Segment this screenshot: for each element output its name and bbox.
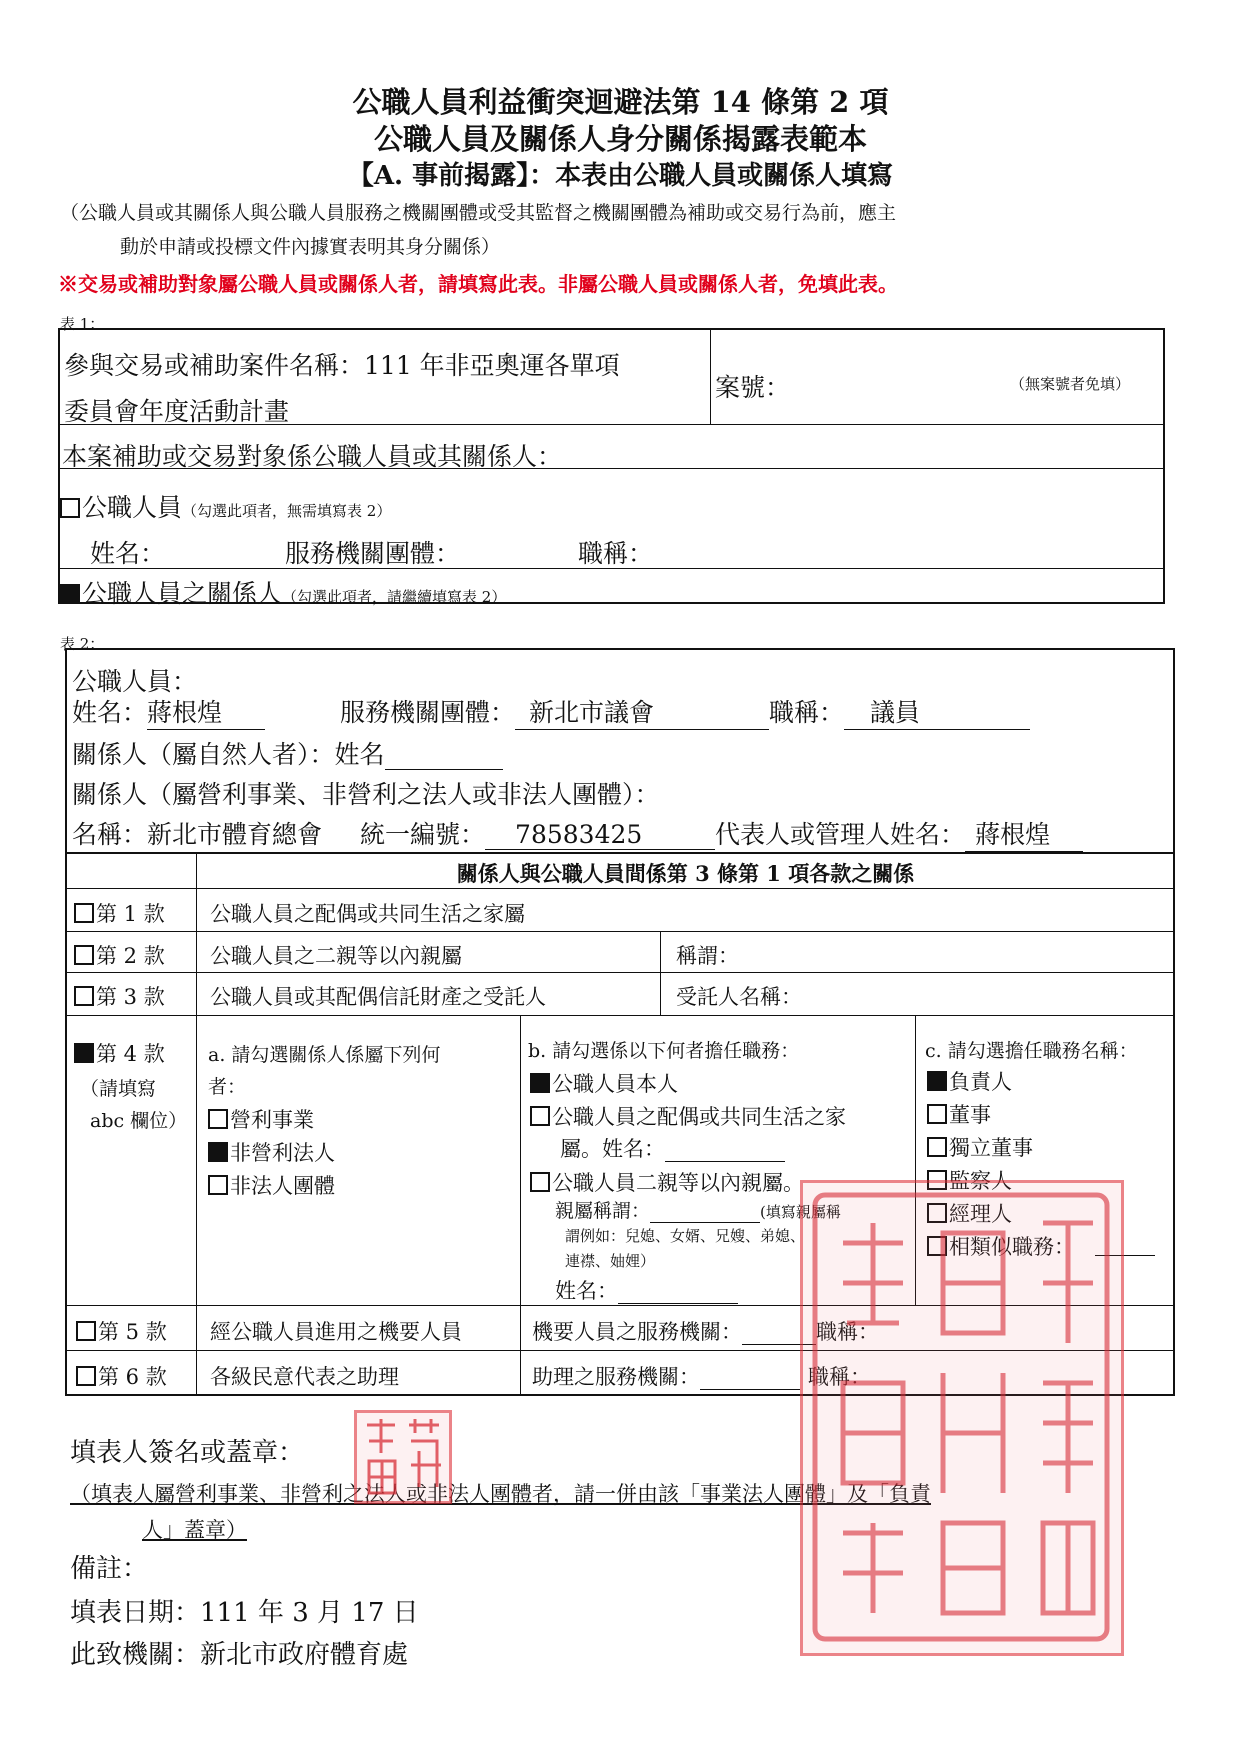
table2-label: 表 2： <box>60 635 105 653</box>
non-profit-checkbox[interactable] <box>208 1142 228 1162</box>
date-day: 17 <box>351 1598 385 1628</box>
c-option-director: 董事 <box>927 1099 991 1129</box>
related-natural-name-field[interactable] <box>385 740 503 770</box>
official-checkbox[interactable] <box>60 498 80 518</box>
director-checkbox[interactable] <box>927 1104 947 1124</box>
col-c-title: c. 請勾選擔任職務名稱： <box>925 1040 1138 1062</box>
subject-line: 本案補助或交易對象係公職人員或其關係人： <box>62 442 563 471</box>
item-3-trustee-label: 受託人名稱： <box>676 985 802 1009</box>
org-name-value: 新北市體育總會 <box>147 820 323 849</box>
item-6: 第 6 款 <box>76 1361 167 1391</box>
addressee: 此致機關：新北市政府體育處 <box>70 1640 409 1670</box>
date-month: 3 <box>292 1598 309 1628</box>
col-a-title-1: a. 請勾選關係人係屬下列何 <box>208 1044 441 1066</box>
organization-seal-glyphs <box>803 1183 1121 1653</box>
official-name-value[interactable]: 蔣根煌 <box>147 693 265 730</box>
signature-note-2: 人」蓋章） <box>142 1518 247 1542</box>
b-option-relative-note-1: 謂例如：兒媳、女婿、兄嫂、弟媳、 <box>565 1227 806 1245</box>
official-details: 姓名：蔣根煌 服務機關團體： 新北市議會 職稱： 議員 <box>72 693 1030 730</box>
official-title-field[interactable] <box>653 539 741 569</box>
b-option-relative: 公職人員二親等以內親屬。 <box>530 1167 804 1197</box>
form-subtitle: 【A. 事前揭露】：本表由公職人員或關係人填寫 <box>347 161 894 191</box>
organization-seal <box>800 1180 1124 1656</box>
case-number-label: 案號： <box>715 373 791 402</box>
item-4-checkbox[interactable] <box>74 1043 94 1063</box>
official-agency-field[interactable] <box>460 539 578 569</box>
case-name-line-1: 參與交易或補助案件名稱：111 年非亞奧運各單項 <box>64 351 620 380</box>
item-5: 第 5 款 <box>76 1316 167 1346</box>
item-1-desc: 公職人員之配偶或共同生活之家屬 <box>210 902 525 926</box>
item-3-checkbox[interactable] <box>74 986 94 1006</box>
case-number-note: （無案號者免填） <box>1010 375 1131 393</box>
b-option-relative-name: 姓名： <box>555 1275 738 1305</box>
relative-title-field[interactable] <box>650 1200 760 1223</box>
item-3-desc: 公職人員或其配偶信託財產之受託人 <box>210 985 546 1009</box>
item-2: 第 2 款 <box>74 940 165 970</box>
relative-checkbox[interactable] <box>530 1172 550 1192</box>
b-option-spouse: 公職人員之配偶或共同生活之家 <box>530 1101 846 1131</box>
item-2-desc: 公職人員之二親等以內親屬 <box>210 944 462 968</box>
col-b-title: b. 請勾選係以下何者擔任職務： <box>528 1040 800 1062</box>
principal-checkbox[interactable] <box>927 1071 947 1091</box>
official-title-value[interactable]: 議員 <box>844 693 1030 730</box>
uniform-number-value[interactable]: 78583425 <box>485 820 715 850</box>
b-option-relative-title: 親屬稱謂： (填寫親屬稱 <box>555 1200 841 1222</box>
addressee-value: 新北市政府體育處 <box>200 1640 409 1670</box>
item-4: 第 4 款 <box>74 1038 165 1068</box>
official-section-label: 公職人員： <box>72 667 198 696</box>
spouse-name-field[interactable] <box>665 1137 785 1162</box>
case-name-line-2: 委員會年度活動計畫 <box>64 397 290 426</box>
date-year: 111 <box>200 1598 250 1628</box>
for-profit-checkbox[interactable] <box>208 1109 228 1129</box>
item-6-desc: 各級民意代表之助理 <box>210 1365 399 1389</box>
c-option-principal: 負責人 <box>927 1066 1012 1096</box>
c-option-supervisor: 監察人 <box>927 1165 1012 1195</box>
related-natural-person: 關係人（屬自然人者）：姓名 <box>72 735 503 771</box>
item-4-sub-1: （請填寫 <box>80 1078 157 1100</box>
official-info-row: 姓名： 服務機關團體： 職稱： <box>90 534 741 570</box>
b-option-spouse-name: 屬。姓名： <box>560 1133 785 1163</box>
spouse-checkbox[interactable] <box>530 1106 550 1126</box>
a-option-unincorporated: 非法人團體 <box>208 1170 335 1200</box>
warning-note: ※交易或補助對象屬公職人員或關係人者，請填寫此表。非屬公職人員或關係人者，免填此表。 <box>58 272 898 296</box>
option-related-person: 公職人員之關係人（勾選此項者，請繼續填寫表 2） <box>60 574 506 610</box>
related-person-checkbox[interactable] <box>60 584 80 604</box>
related-org-details: 名稱：新北市體育總會 統一編號： 78583425 代表人或管理人姓名： 蔣根煌 <box>72 815 1083 852</box>
related-corp-label: 關係人（屬營利事業、非營利之法人或非法人團體）： <box>72 780 660 809</box>
item-1-checkbox[interactable] <box>74 903 94 923</box>
c-option-independent-director: 獨立董事 <box>927 1132 1033 1162</box>
item-5-agency: 機要人員之服務機關： 職稱： <box>532 1320 879 1344</box>
personal-seal-glyphs <box>357 1413 449 1501</box>
a-option-non-profit: 非營利法人 <box>208 1137 335 1167</box>
signature-label: 填表人簽名或蓋章： <box>70 1438 305 1468</box>
official-name-field[interactable] <box>165 539 285 569</box>
form-title-law: 公職人員利益衝突迴避法第 14 條第 2 項 <box>352 85 889 119</box>
item-2-checkbox[interactable] <box>74 945 94 965</box>
item-3: 第 3 款 <box>74 981 165 1011</box>
item-1: 第 1 款 <box>74 898 165 928</box>
b-option-self: 公職人員本人 <box>530 1068 678 1098</box>
independent-director-checkbox[interactable] <box>927 1137 947 1157</box>
item-2-relation-label: 稱謂： <box>676 944 739 968</box>
form-title: 公職人員及關係人身分關係揭露表範本 <box>373 122 867 156</box>
item-5-checkbox[interactable] <box>76 1321 96 1341</box>
relative-name-field[interactable] <box>618 1279 738 1304</box>
official-agency-value[interactable]: 新北市議會 <box>515 693 769 730</box>
item-5-desc: 經公職人員進用之機要人員 <box>210 1320 462 1344</box>
item-6-agency: 助理之服務機關： 職稱： <box>532 1365 871 1389</box>
representative-name-value[interactable]: 蔣根煌 <box>965 815 1083 852</box>
item-4-sub-2: abc 欄位） <box>90 1110 188 1132</box>
c-option-manager: 經理人 <box>927 1198 1012 1228</box>
table1-label: 表 1： <box>60 315 105 333</box>
item-6-checkbox[interactable] <box>76 1366 96 1386</box>
option-official: 公職人員（勾選此項者，無需填寫表 2） <box>60 488 391 524</box>
fill-date: 填表日期：111 年 3 月 17 日 <box>70 1598 419 1628</box>
unincorporated-checkbox[interactable] <box>208 1175 228 1195</box>
a-option-for-profit: 營利事業 <box>208 1104 314 1134</box>
instruction-line-2: 動於申請或投標文件內據實表明其身分關係） <box>120 236 501 258</box>
grid-header: 關係人與公職人員間係第 3 條第 1 項各款之關係 <box>456 861 915 886</box>
official-self-checkbox[interactable] <box>530 1073 550 1093</box>
signature-note-1: （填表人屬營利事業、非營利之法人或非法人團體者，請一併由該「事業法人團體」及「負責 <box>70 1482 931 1506</box>
c-option-similar: 相類似職務： <box>927 1231 1075 1261</box>
col-a-title-2: 者： <box>208 1076 247 1098</box>
instruction-line-1: （公職人員或其關係人與公職人員服務之機關團體或受其監督之機關團體為補助或交易行為前，應主 <box>60 202 897 224</box>
remark-label: 備註： <box>70 1554 149 1584</box>
personal-seal <box>354 1410 452 1504</box>
b-option-relative-note-2: 連襟、妯娌） <box>565 1252 656 1270</box>
